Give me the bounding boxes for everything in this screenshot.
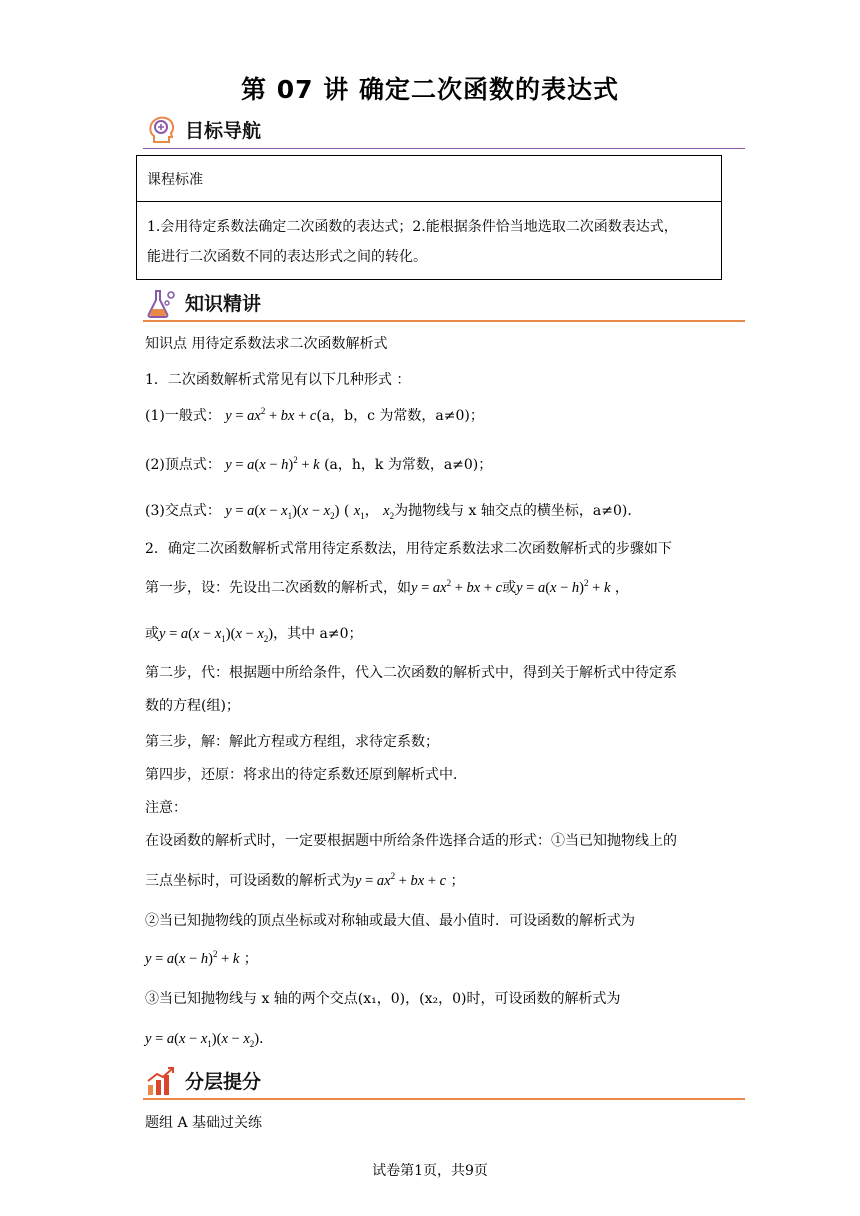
- formula-general: $y = ax^2$ + bx + c: [225, 406, 317, 424]
- group-a-title: 题组 A 基础过关练: [145, 1115, 263, 1131]
- section-header-knowledge: [143, 286, 745, 322]
- step-1: 第一步，设：先设出二次函数的解析式，如$y = ax^2$ + bx + c或$y = a(x - h)^2 + k$ ，: [145, 578, 629, 596]
- note-line-5: ③当已知抛物线与 x 轴的两个交点(x₁，0)，(x₂，0)时，可设函数的解析式为: [145, 991, 621, 1007]
- note-label: 注意：: [145, 800, 187, 816]
- note-line-2: 三点坐标时，可设函数的解析式为$y = ax^2$ + bx + c ；: [145, 871, 465, 889]
- page-footer: 试卷第1页，共9页: [372, 1163, 488, 1179]
- formula-intercept: $y = a(x - x_1)(x - x_2)$: [225, 503, 340, 521]
- knowledge-point-title: 知识点 用待定系数法求二次函数解析式: [145, 336, 388, 352]
- section-label: 分层提分: [185, 1071, 262, 1093]
- step-4: 第四步，还原：将求出的待定系数还原到解析式中．: [145, 767, 467, 783]
- note-line-3: ②当已知抛物线的顶点坐标或对称轴或最大值、最小值时．可设函数的解析式为: [145, 913, 635, 929]
- page-title: 第 07 讲 确定二次函数的表达式: [241, 75, 619, 104]
- step-2-cont: 数的方程(组)；: [145, 698, 240, 714]
- step-1-cont: 或$y = a(x - x_1)(x - x_2)$，其中 a≠0；: [145, 626, 363, 644]
- general-form: (1)一般式： $y = ax^2$ + bx + c(a，b，c 为常数，a≠0)；: [145, 406, 484, 424]
- section-header-goal: [143, 113, 745, 149]
- flask-icon: [145, 287, 177, 319]
- course-standard-table: [136, 155, 722, 280]
- item-2: 2．确定二次函数解析式常用待定系数法，用待定系数法求二次函数解析式的步骤如下: [145, 541, 672, 557]
- section-divider: [143, 148, 745, 149]
- step-2: 第二步，代：根据题中所给条件，代入二次函数的解析式中，得到关于解析式中待定系: [145, 665, 677, 681]
- item-1: 1．二次函数解析式常见有以下几种形式 ：: [145, 372, 411, 388]
- section-divider: [143, 320, 745, 322]
- bar-chart-icon: [145, 1065, 177, 1097]
- intercept-form: (3)交点式： $y = a(x - x_1)(x - x_2)$ ( $x_1$， $x_2$为抛物线与 x 轴交点的横坐标，a≠0)．: [145, 503, 642, 521]
- note-line-6: $y = a(x - x_1)(x - x_2)$．: [145, 1031, 274, 1049]
- note-line-1: 在设函数的解析式时，一定要根据题中所给条件选择合适的形式：①当已知抛物线上的: [145, 833, 677, 849]
- step-3: 第三步，解：解此方程或方程组，求待定系数；: [145, 734, 439, 750]
- note-line-4: $y = a(x - h)^2 + k$ ；: [145, 949, 258, 967]
- section-header-practice: [143, 1064, 745, 1100]
- section-label: 知识精讲: [185, 293, 262, 315]
- standard-header: 课程标准: [137, 156, 721, 202]
- formula-vertex: $y = a(x - h)^2 + k$: [225, 455, 320, 473]
- vertex-form: (2)顶点式： $y = a(x - h)^2 + k$ (a，h，k 为常数，a≠0)；: [145, 455, 493, 473]
- standard-body: 1.会用待定系数法确定二次函数的表达式；2.能根据条件恰当地选取二次函数表达式， 能进行二次函数不同的表达形式之间的转化。: [147, 219, 678, 265]
- section-divider: [143, 1098, 745, 1100]
- section-label: 目标导航: [185, 120, 262, 142]
- brain-head-icon: [145, 114, 177, 146]
